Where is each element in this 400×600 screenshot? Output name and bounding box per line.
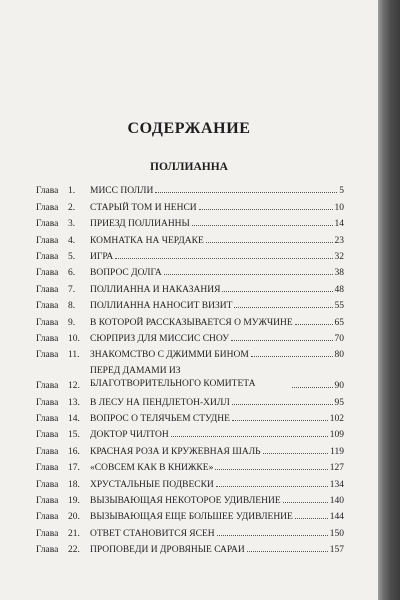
chapter-label: Глава <box>36 202 59 213</box>
page-number: 80 <box>334 350 344 361</box>
chapter-label: Глава <box>36 284 59 295</box>
chapter-number: 13. <box>68 397 80 408</box>
toc-entry <box>36 328 344 344</box>
chapter-number: 4. <box>68 235 76 246</box>
chapter-title: ИГРА <box>90 251 114 262</box>
chapter-number: 14. <box>68 414 80 425</box>
chapter-label: Глава <box>36 496 59 507</box>
dot-leader <box>251 356 333 357</box>
dot-leader <box>192 225 333 226</box>
dot-leader <box>216 486 328 487</box>
dot-leader <box>164 274 333 275</box>
chapter-title: ПРОПОВЕДИ И ДРОВЯНЫЕ САРАИ <box>90 545 245 556</box>
page-number: 14 <box>334 219 344 230</box>
toc-entry <box>36 180 344 196</box>
toc-entry <box>36 473 344 489</box>
toc-entry <box>36 360 344 391</box>
page-number: 32 <box>334 251 344 262</box>
chapter-label: Глава <box>36 397 59 408</box>
chapter-label: Глава <box>36 317 59 328</box>
page-number: 65 <box>334 317 344 328</box>
dot-leader <box>283 502 328 503</box>
chapter-label: Глава <box>36 333 59 344</box>
chapter-label: Глава <box>36 301 59 312</box>
chapter-number: 11. <box>68 350 80 361</box>
contents-title: СОДЕРЖАНИЕ <box>127 120 251 137</box>
chapter-title: ПЕРЕД ДАМАМИ ИЗ БЛАГОТВОРИТЕЛЬНОГО КОМИТЕТА <box>90 366 256 390</box>
chapter-number: 9. <box>68 317 76 328</box>
chapter-number: 8. <box>68 301 76 312</box>
chapter-label: Глава <box>36 545 59 556</box>
chapter-label: Глава <box>36 350 59 361</box>
dot-leader <box>155 192 337 193</box>
chapter-number: 22. <box>68 545 80 556</box>
dot-leader <box>215 469 327 470</box>
chapter-title: ВОПРОС ДОЛГА <box>90 268 162 279</box>
table-of-contents <box>36 180 344 555</box>
page-number: 150 <box>329 528 344 539</box>
dot-leader <box>295 324 333 325</box>
page-number: 70 <box>334 333 344 344</box>
dot-leader <box>199 209 333 210</box>
chapter-title: «СОВСЕМ КАК В КНИЖКЕ» <box>90 463 214 474</box>
toc-entry <box>36 440 344 456</box>
dot-leader <box>247 551 328 552</box>
chapter-number: 5. <box>68 251 76 262</box>
page-number: 55 <box>334 301 344 312</box>
chapter-label: Глава <box>36 463 59 474</box>
toc-entry <box>36 506 344 522</box>
chapter-title: СЮРПРИЗ ДЛЯ МИССИС СНОУ <box>90 333 229 344</box>
chapter-number: 17. <box>68 463 80 474</box>
chapter-title: КРАСНАЯ РОЗА И КРУЖЕВНАЯ ШАЛЬ <box>90 446 261 457</box>
toc-entry <box>36 311 344 327</box>
dot-leader <box>232 420 328 421</box>
toc-entry <box>36 408 344 424</box>
chapter-number: 10. <box>68 333 80 344</box>
chapter-number: 18. <box>68 479 80 490</box>
chapter-number: 21. <box>68 528 80 539</box>
page-number: 38 <box>334 268 344 279</box>
chapter-number: 7. <box>68 284 76 295</box>
chapter-number: 1. <box>68 186 76 197</box>
chapter-title: КОМНАТКА НА ЧЕРДАКЕ <box>90 235 204 246</box>
page-number: 119 <box>330 446 344 457</box>
toc-entry <box>36 213 344 229</box>
chapter-label: Глава <box>36 430 59 441</box>
chapter-number: 20. <box>68 512 80 523</box>
toc-entry <box>36 344 344 360</box>
page-number: 109 <box>329 430 344 441</box>
dot-leader <box>232 404 333 405</box>
chapter-title: ПОЛЛИАННА И НАКАЗАНИЯ <box>90 284 221 295</box>
page-number: 5 <box>339 186 344 197</box>
part-title: ПОЛЛИАННА <box>150 161 228 173</box>
dot-leader <box>222 291 332 292</box>
toc-entry <box>36 278 344 294</box>
chapter-label: Глава <box>36 479 59 490</box>
chapter-title: ХРУСТАЛЬНЫЕ ПОДВЕСКИ <box>90 479 214 490</box>
chapter-label: Глава <box>36 235 59 246</box>
show-through-text <box>28 6 368 106</box>
page-number: 10 <box>334 202 344 213</box>
toc-entry <box>36 295 344 311</box>
dot-leader <box>234 307 332 308</box>
toc-entry <box>36 246 344 262</box>
toc-entry <box>36 391 344 407</box>
page-number: 157 <box>329 545 344 556</box>
dot-leader <box>171 436 328 437</box>
toc-entry <box>36 424 344 440</box>
chapter-label: Глава <box>36 219 59 230</box>
chapter-label: Глава <box>36 528 59 539</box>
chapter-title: ПОЛЛИАННА НАНОСИТ ВИЗИТ <box>90 301 233 312</box>
chapter-label: Глава <box>36 512 59 523</box>
toc-entry <box>36 262 344 278</box>
chapter-label: Глава <box>36 268 59 279</box>
chapter-number: 19. <box>68 496 80 507</box>
chapter-label: Глава <box>36 414 59 425</box>
chapter-title: СТАРЫЙ ТОМ И НЕНСИ <box>90 202 197 213</box>
chapter-label: Глава <box>36 186 59 197</box>
chapter-label: Глава <box>36 446 59 457</box>
book-spine-edge <box>378 0 400 600</box>
dot-leader <box>295 518 328 519</box>
dot-leader <box>263 453 329 454</box>
chapter-title: ОТВЕТ СТАНОВИТСЯ ЯСЕН <box>90 528 215 539</box>
chapter-title: МИСС ПОЛЛИ <box>90 186 154 197</box>
chapter-number: 16. <box>68 446 80 457</box>
chapter-number: 12. <box>68 381 80 392</box>
chapter-title: ПРИЕЗД ПОЛЛИАННЫ <box>90 219 190 230</box>
page-number: 90 <box>334 381 344 392</box>
dot-leader <box>217 535 328 536</box>
chapter-title: ДОКТОР ЧИЛТОН <box>90 430 169 441</box>
chapter-number: 2. <box>68 202 76 213</box>
chapter-title: ВОПРОС О ТЕЛЯЧЬЕМ СТУДНЕ <box>90 414 230 425</box>
toc-entry <box>36 457 344 473</box>
page-number: 134 <box>329 479 344 490</box>
dot-leader <box>231 340 333 341</box>
chapter-title: В ЛЕСУ НА ПЕНДЛЕТОН-ХИЛЛ <box>90 397 230 408</box>
toc-entry <box>36 229 344 245</box>
toc-entry <box>36 490 344 506</box>
chapter-label: Глава <box>36 251 59 262</box>
chapter-number: 15. <box>68 430 80 441</box>
chapter-title: В КОТОРОЙ РАССКАЗЫВАЕТСЯ О МУЖЧИНЕ <box>90 317 293 328</box>
chapter-title: ЗНАКОМСТВО С ДЖИММИ БИНОМ <box>90 350 249 361</box>
page-number: 127 <box>329 463 344 474</box>
page-number: 95 <box>334 397 344 408</box>
chapter-number: 6. <box>68 268 76 279</box>
dot-leader <box>292 387 333 388</box>
toc-entry <box>36 522 344 538</box>
toc-entry <box>36 539 344 555</box>
chapter-number: 3. <box>68 219 76 230</box>
page-number: 102 <box>329 414 344 425</box>
chapter-label: Глава <box>36 381 59 392</box>
toc-entry <box>36 196 344 212</box>
page-number: 144 <box>329 512 344 523</box>
chapter-title: ВЫЗЫВАЮЩАЯ НЕКОТОРОЕ УДИВЛЕНИЕ <box>90 496 281 507</box>
chapter-title: ВЫЗЫВАЮЩАЯ ЕЩЕ БОЛЬШЕЕ УДИВЛЕНИЕ <box>90 512 293 523</box>
page-number: 140 <box>329 496 344 507</box>
page-number: 48 <box>334 284 344 295</box>
page-number: 23 <box>334 235 344 246</box>
dot-leader <box>206 242 333 243</box>
dot-leader <box>115 258 332 259</box>
